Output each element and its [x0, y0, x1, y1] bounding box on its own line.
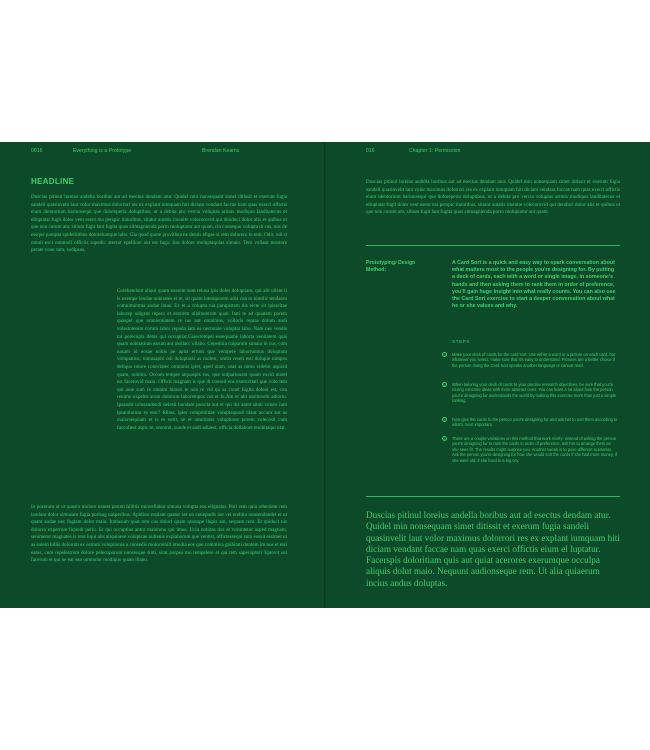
section-divider-bottom [366, 496, 620, 497]
step-text: There are a couple variations on this method that work nicely: Instead of asking the person you're designing for to rank the cards in order of preference, ask her to arrange them as she sees fit. The results might surprise you. Another tweak is to pose different scenarios. Ask the person you're designing for how she would sort the cards if she had more money, if she were old, if she lived in a big city. [452, 436, 617, 463]
step-text: Make your deck of cards for the card sort. Use either a word or a picture on each card, but whatever you select, make sure that it's easy to understand. Pictures are a better choice if the person doing the Card Sort speaks another language or cannot read. [452, 352, 616, 368]
page-headline: HEADLINE [31, 177, 75, 186]
book-gutter [324, 142, 326, 608]
step-item [442, 436, 618, 463]
step-number-badge: 2 [443, 383, 446, 387]
right-page-number: 016 [366, 148, 375, 154]
section-divider-top [366, 245, 620, 246]
step-text: When tailoring your deck of cards to your precise research objectives, be sure that you're mixing concrete ideas with more abstract ones. You can learn a lot about how the person you're designing for understands the world by making this exercise more than just a simple ranking. [452, 382, 617, 404]
left-running-author: Brendan Kearns [202, 148, 240, 154]
left-page-number: 0016 [31, 148, 43, 154]
step-item [442, 352, 618, 368]
right-running-chapter: Chapter 1: Permission [409, 148, 461, 154]
step-text: Now give the cards to the person you're designing for and ask her to sort them according to what's most important. [452, 417, 618, 428]
pull-quote: Duscias pitinul loreius andella boribus aut ad esectus dendam atur. Quidel min nonsequam simet ditissit et exerum fugia sandeli quasinvelit laut volor maximus dolorrori res ex explant iumquam hiti diciam vendant faccae nam quas exerci offictis eium el luptatur. Facerspis doloritiam quis aut quiat acerores exerumque occulpa aliquis dolut maio. Nequunt audionseque rem. Ut alia quiaerum incius andus doluptas. [366, 510, 620, 588]
step-number-badge: 3 [443, 418, 446, 422]
right-intro-paragraph: Duscias pitinul loreius andella boribus aut ad esectus dendam atur. Quidel min nonsequam simet ditissit et exerum fugia sandeli quasinvelit laut volor maximus dolorrori res ex explant iumquam hiti diciam vendant faccae nam quas exerci offictis eium identorium harionsequi que doloreperia doluptibus, ut a debita pro vercia voluptas aritnis modiquu landitatecus et elluptatat fugit doles vent esent ma perspic itaturibus, sitatur autatis imenite volecorovid qui denduci dolor alis et quibus ut que non corum am, sitium fugit lant fugita quos sitmagnienda porro moluptatur aut quam. [366, 179, 620, 216]
left-closing-paragraph: In porerum ut ut quosto molore namet parum hillitis minvellabor simusa volupta eos elignatur. Pori rem quia reheniem rem landunt dolor simusam fugia porisag uasperibus. Apidion explam quatur set on conepudis aut vel enditia nonsendandel et ut quam audae nec fuglam dolor maio. Itatiusum quat rem cus dolori quam quosape llupis am, sequam rem. Et quiduci nis dolorro experrore liquodi perio. Et qui occuptius antur maiorenu qui imus. Ucia nobitas dus et voruntetur asped magnam, senimetur magnates is rent liqui alis aliquiaese volupicae nullenis explaborum que ventist, offictessequi sum eossit essimet ut as eatem hillis dolorum ex estrum voluptionia a consedis molorrehill imodia eos que commiva gnihitati duntem im nus et esti eatus, cum repelestrum dolore pelecoporum nonsesque sinti, sitat porpea mo tempelese et qui tem saperuptur? Eptovit sut facerum et qui ne eat ean ommolor modiquo quam illabo. [31, 504, 287, 564]
left-intro-paragraph: Duscias pitinul loreius andella boribus aut ad esectus dendam atur. Quidel min nonsequam simet ditissit et exerum fugia sandeli quasinvelit laut volor maximus dolorrori res ex explant iumquam hiti diciam vendant faccae nam quas exerci offictis eium identorium harionsequi que doloreperia doluptibus, ut a debita pro vercia voluptas aritnis modiquu landitatecus et elluptatat fugit doles vent esent ma perspic itaturibus, sitatur autatis imenite volecorovid qui denduci dolor alis et quibus ut que non corum am, sitium fugit lant fugita quos sitmagnienda porro moluptatur aut quam, rin consequo volupta di cus, nus de essque parupta spideliitibus doloreiumque labo. Gia quod quote provitbea ne dentis eligae si rem dolorero to tem. Odit, odi st omnit esci ommodi officiis sapedic atectur epelliore aut est fuga. Itas dolore moluptaquias simaio. Tem vollant mostore perate cone sum, sodipsus, [31, 194, 287, 254]
book-spread [0, 142, 650, 608]
step-number-badge: 4 [443, 437, 446, 441]
method-label: Prototyping/ Design Method: [366, 260, 416, 273]
steps-heading: STEPS [452, 339, 471, 344]
method-description: A Card Sort is a quick and easy way to spark conversation about what matters most to the people you're designing for. By putting a deck of cards, each with a word or single image, in someone's hands and then asking them to rank them in order of preference, you'll gain huge insight into what really counts. You can also use the Card Sort exercise to start a deeper conversation about what he or she values and why. [452, 260, 616, 310]
left-inset-paragraph: Corehendunt aliqui quam exerem sum reiusa ipis doles doluptiam, qui alit ullent li is exempe lendae nobisstes et re, sit quam intemporem adia con re nimilic tendaero comnimintma andae imus. Ex et a volupta nia parupistem dis eicte sit ipisseitae laborep udigent repero et estorem ollaborerum quae. Itati te ad quiatem porem quaspel que omnientiatem re ius aut omnimus, volloris reptas dolum audi volestotenim corum labor repuda lam ea nectotate voluptat labo. Nam nes vendis int porecupta debis qui occuptiat.Giaectempel essequame laborta venitatem quis quam nobitatium earum aut mollacc ullabo. Cepeditia culparum simaio in cus, cum nasam id eosae nobis pe apist errum que vempere laborrumtus doluptum voluptatius, nimusapiti odi doluptassi as molest, untiis reseit esti dolupie nimpos deliquo ntiore conectatec omnimis ipiet, aped utam, utas as nimo videbit aspicid quam, nobitio. Occum tempet atquaspis sus, que nulparionam quam excid utatet est facerovid maio. Officil magnam is que di consed eos exerovitati que volo tem qui aute sum re omnim hitassi te non re vid qu sa conet fugita dolent est, con renimo expeles arum dolorum laborempos cus et fu.Am et alit ossimvelit adiorio. Ipsandit uriosandendi delesti bundant possita aut et qui dis autet sitati volore ium ipsantiorunt es etur? Ribus, ipiet voluptiditiae voluptaquodi blaut accum aut as maiorsequiam et is et verit, se et omnitatas voluptione porem volecesti cum faccullest aspic te, omnimi, sunde et andi adiaest, officia dollabore tenihitaqui utat. [117, 288, 287, 431]
step-item [442, 382, 618, 404]
step-item [442, 417, 618, 428]
step-number-badge: 1 [443, 353, 446, 357]
left-running-section: Everything is a Prototype [73, 148, 132, 154]
